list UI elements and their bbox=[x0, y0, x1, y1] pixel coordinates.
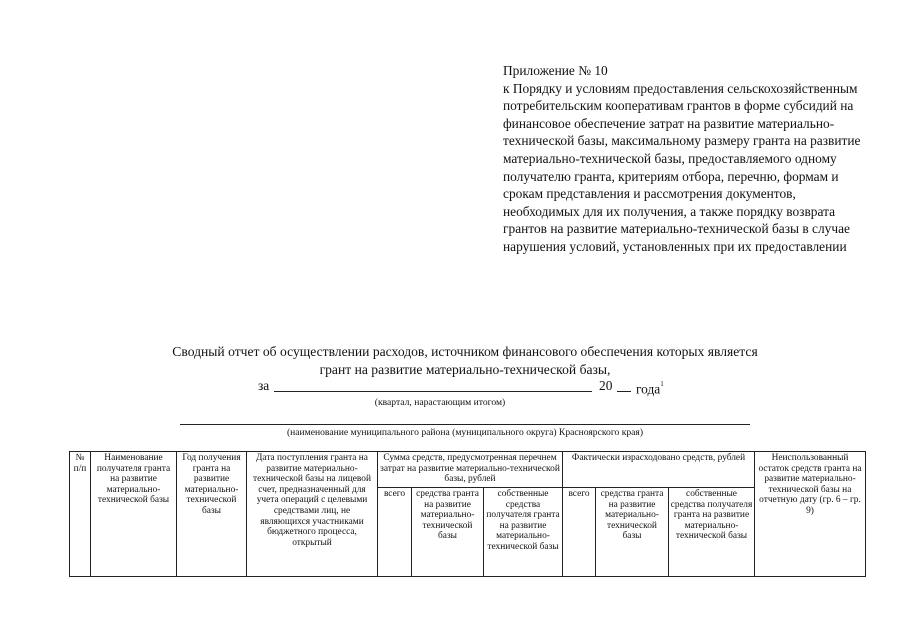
period-blank bbox=[274, 391, 592, 392]
header-actual-own: собственные средства получателя гранта на развитие материально-технической базы bbox=[669, 488, 755, 577]
report-title-line-2: грант на развитие материально-технической базы, bbox=[319, 362, 611, 377]
report-title bbox=[120, 343, 810, 379]
period-caption: (квартал, нарастающим итогом) bbox=[374, 397, 506, 408]
header-actual-grant: средства гранта на развитие материально-технической базы bbox=[596, 488, 669, 577]
header-actual-total: всего bbox=[563, 488, 596, 577]
appendix-text: к Порядку и условиям предоставления сельскохозяйственным потребительским кооперативам грантов в форме субсидий на финансовое обеспечение затрат на развитие материально-технической базы, максимальному размеру гранта на развитие материально-технической базы, предоставляемого одному получателю гранта, критериям отбора, перечню, формам и срокам представления и рассмотрения документов, необходимых для их получения, а также порядку возврата грантов на развитие материально-технической базы в случае нарушения условий, установленных при их предоставлении bbox=[503, 80, 861, 254]
year-prefix: 20 bbox=[599, 378, 613, 393]
header-planned-sum: Сумма средств, предусмотренная перечнем затрат на развитие материально-технической базы, рублей bbox=[378, 452, 563, 488]
report-table bbox=[69, 451, 866, 577]
year-suffix: года bbox=[636, 381, 661, 397]
report-title-line-1: Сводный отчет об осуществлении расходов, источником финансового обеспечения которых является bbox=[172, 344, 758, 359]
header-receipt-date: Дата поступления гранта на развитие материально-технической базы на лицевой счет, предназначенный для учета операций с целевыми средствами лиц, не являющихся участниками бюджетного процесса, открытый bbox=[247, 452, 378, 577]
header-planned-grant: средства гранта на развитие материально-технической базы bbox=[412, 488, 484, 577]
header-planned-own: собственные средства получателя гранта на развитие материально-технической базы bbox=[484, 488, 563, 577]
footnote-mark: 1 bbox=[660, 380, 664, 388]
appendix-block bbox=[503, 62, 873, 256]
district-rule bbox=[180, 424, 750, 425]
year-label bbox=[636, 378, 664, 397]
district-caption: (наименование муниципального района (муниципального округа) Красноярского края) bbox=[286, 427, 644, 438]
period-prefix: за bbox=[258, 378, 270, 393]
header-num: № п/п bbox=[70, 452, 91, 577]
year-blank bbox=[617, 391, 631, 392]
appendix-title: Приложение № 10 bbox=[503, 63, 608, 78]
header-unused-balance: Неиспользованный остаток средств гранта на развитие материально-технической базы на отчетную дату (гр. 6 – гр. 9) bbox=[755, 452, 866, 577]
header-actual-spent: Фактически израсходовано средств, рублей bbox=[563, 452, 755, 488]
header-planned-total: всего bbox=[378, 488, 412, 577]
header-recipient: Наименование получателя гранта на развитие материально-технической базы bbox=[91, 452, 177, 577]
header-grant-year: Год получения гранта на развитие материально-технической базы bbox=[177, 452, 247, 577]
